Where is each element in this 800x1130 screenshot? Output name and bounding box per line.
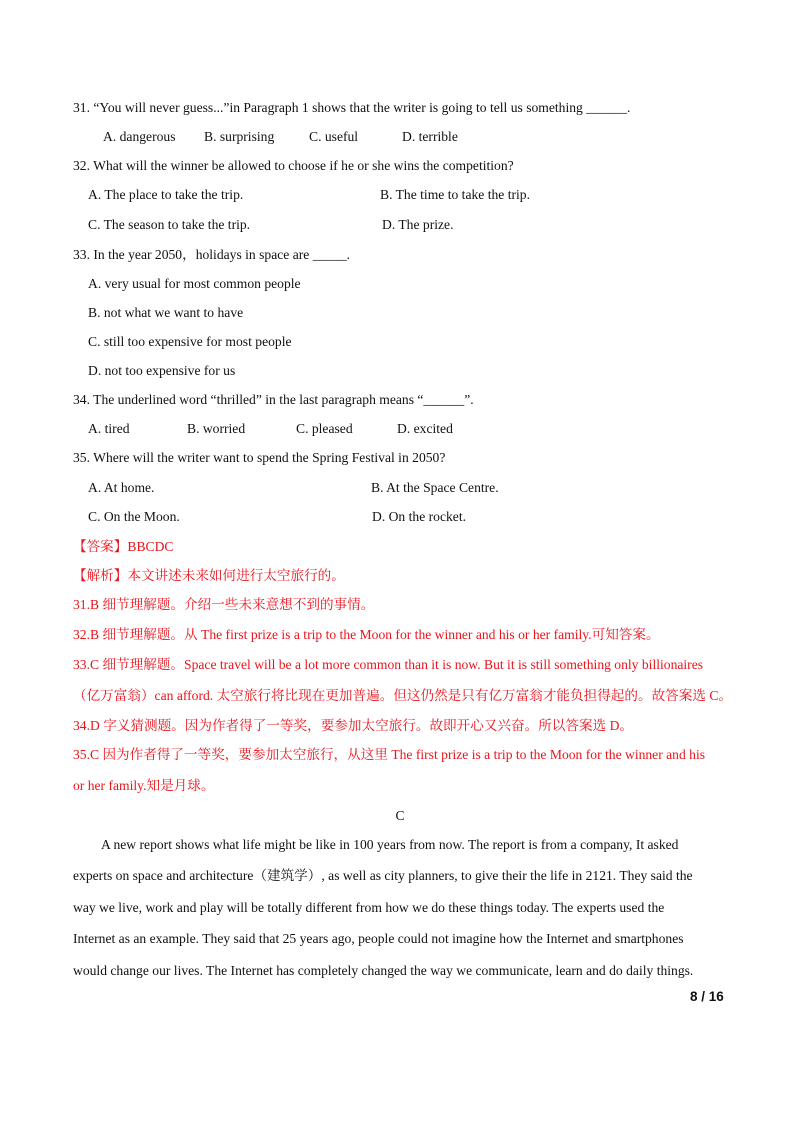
question-34-option-a: A. tired: [88, 421, 130, 436]
question-34-stem: 34. The underlined word “thrilled” in the last paragraph means “______”.: [73, 392, 474, 407]
question-33-option-c: C. still too expensive for most people: [88, 334, 292, 349]
explanation-35-line-2: or her family.知是月球。: [73, 778, 215, 793]
question-33-stem: 33. In the year 2050，holidays in space are _____.: [73, 247, 351, 262]
question-35-option-d: D. On the rocket.: [372, 509, 466, 524]
question-35-option-c: C. On the Moon.: [88, 509, 180, 524]
question-34-option-c: C. pleased: [296, 421, 353, 436]
passage-line-3: way we live, work and play will be totally different from how we do these things today. The experts used the: [73, 900, 665, 915]
explanation-34: 34.D 字义猜测题。因为作者得了一等奖，要参加太空旅行。故即开心又兴奋。所以答案选 D。: [73, 718, 633, 733]
passage-line-5: would change our lives. The Internet has completely changed the way we communicate, learn and do daily things.: [73, 963, 694, 978]
explanation-31: 31.B 细节理解题。介绍一些未来意想不到的事情。: [73, 597, 375, 612]
explanation-33-line-1: 33.C 细节理解题。Space travel will be a lot more common than it is now. But it is still something only billionaires: [73, 657, 704, 672]
question-33-option-a: A. very usual for most common people: [88, 276, 301, 291]
question-33-option-b: B. not what we want to have: [88, 305, 244, 320]
question-31-option-d: D. terrible: [402, 129, 458, 144]
question-32-option-c: C. The season to take the trip.: [88, 217, 251, 232]
passage-line-2: experts on space and architecture（建筑学）, as well as city planners, to give their the life in 2121. They said the: [73, 868, 693, 883]
answer-line: 【答案】BBCDC: [73, 539, 174, 554]
page-number: 8 / 16: [690, 989, 724, 1004]
question-35-stem: 35. Where will the writer want to spend the Spring Festival in 2050?: [73, 450, 446, 465]
question-31-stem: 31. “You will never guess...”in Paragraph 1 shows that the writer is going to tell us something ______.: [73, 100, 631, 115]
question-32-option-b: B. The time to take the trip.: [380, 187, 531, 202]
explanation-33-line-2: （亿万富翁）can afford. 太空旅行将比现在更加普遍。但这仍然是只有亿万富翁才能负担得起的。故答案选 C。: [73, 688, 733, 703]
passage-line-4: Internet as an example. They said that 25 years ago, people could not imagine how the Internet and smartphones: [73, 931, 684, 946]
question-34-option-d: D. excited: [397, 421, 453, 436]
question-35-option-b: B. At the Space Centre.: [371, 480, 499, 495]
question-31-option-b: B. surprising: [204, 129, 275, 144]
question-33-option-d: D. not too expensive for us: [88, 363, 236, 378]
question-35-option-a: A. At home.: [88, 480, 155, 495]
passage-line-1: A new report shows what life might be like in 100 years from now. The report is from a company, It asked: [101, 837, 679, 852]
section-heading: C: [395, 808, 405, 823]
question-31-option-a: A. dangerous: [103, 129, 176, 144]
question-31-option-c: C. useful: [309, 129, 359, 144]
question-32-stem: 32. What will the winner be allowed to choose if he or she wins the competition?: [73, 158, 514, 173]
question-32-option-a: A. The place to take the trip.: [88, 187, 244, 202]
question-32-option-d: D. The prize.: [382, 217, 454, 232]
explanation-35-line-1: 35.C 因为作者得了一等奖，要参加太空旅行，从这里 The first prize is a trip to the Moon for the winner and his: [73, 747, 706, 762]
explanation-32: 32.B 细节理解题。从 The first prize is a trip to the Moon for the winner and his or her family.可知答案。: [73, 627, 660, 642]
question-34-option-b: B. worried: [187, 421, 246, 436]
analysis-line: 【解析】本文讲述未来如何进行太空旅行的。: [73, 568, 345, 583]
